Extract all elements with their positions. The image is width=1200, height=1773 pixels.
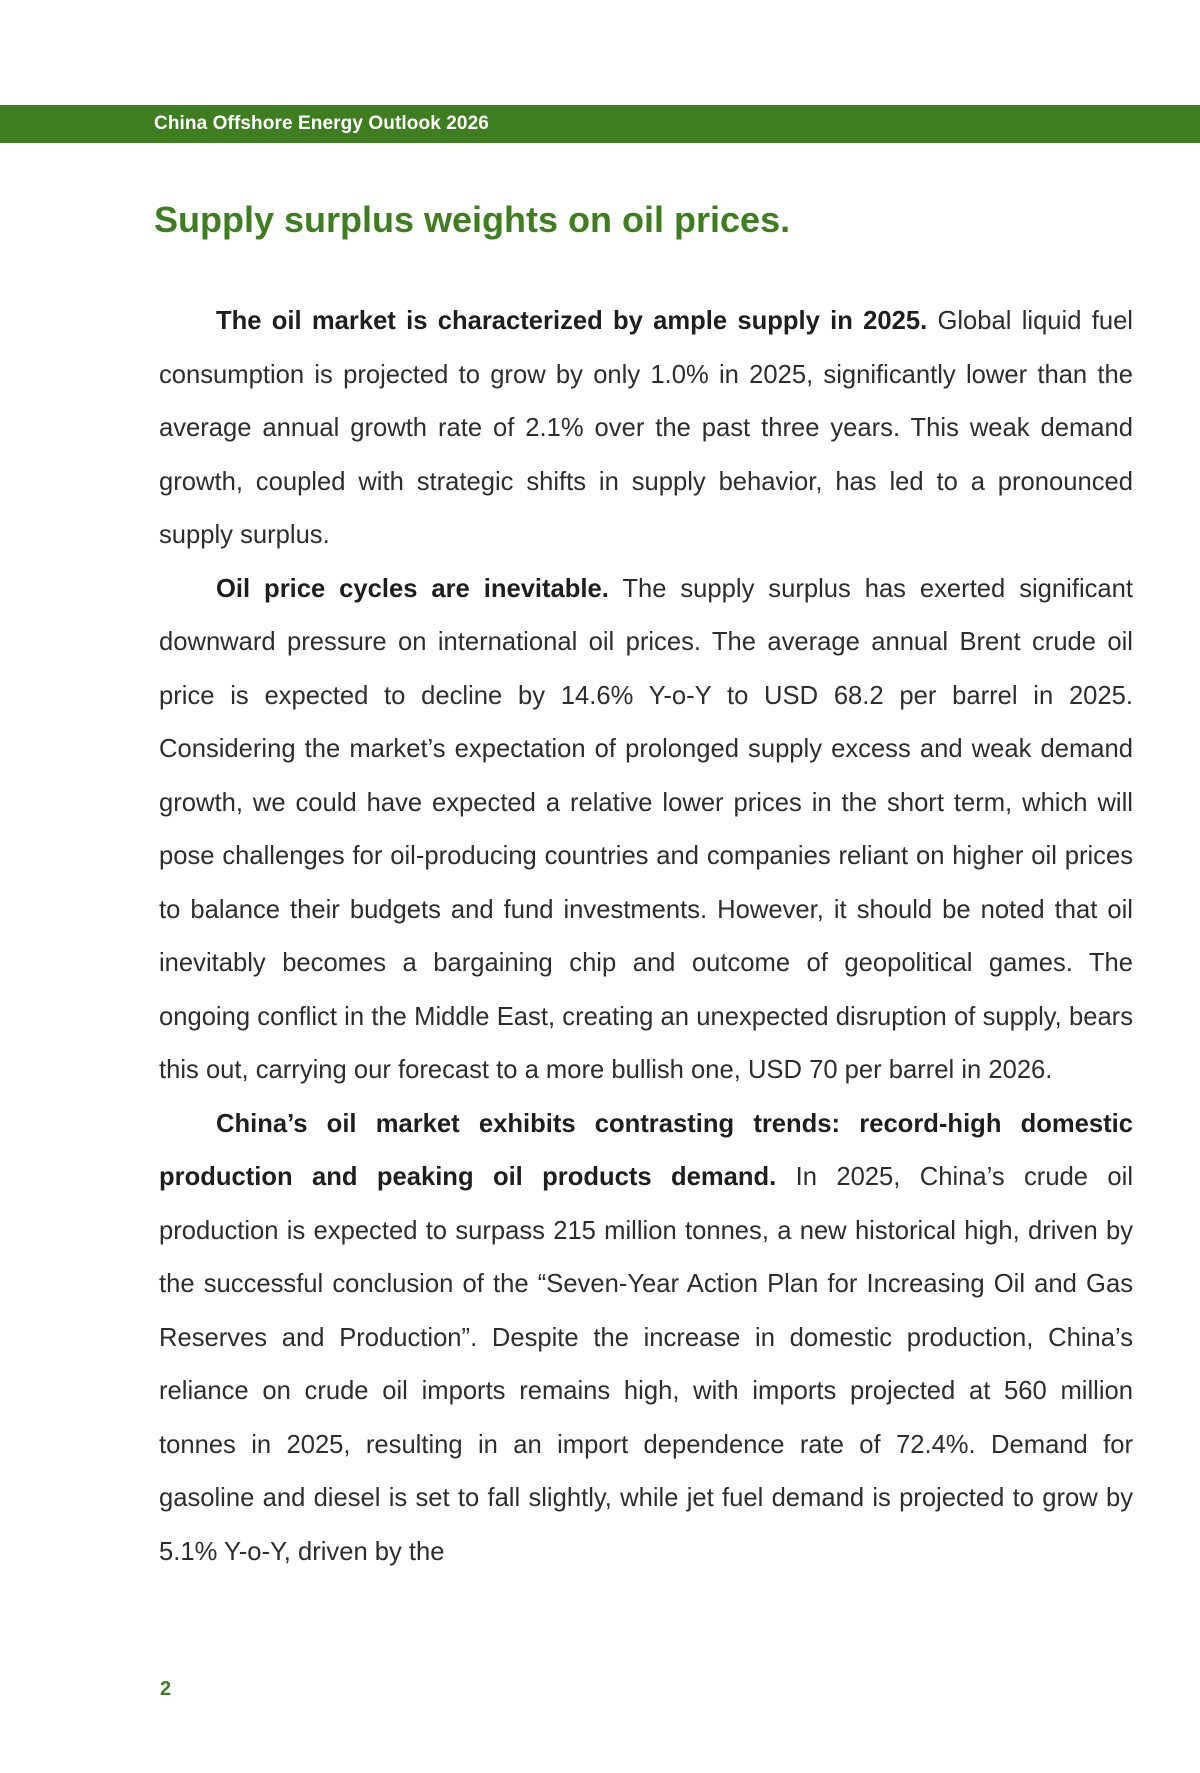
paragraph-lead: The oil market is characterized by ample supply in 2025.: [216, 307, 928, 335]
header-title: China Offshore Energy Outlook 2026: [154, 113, 489, 134]
paragraph-lead: Oil price cycles are inevitable.: [216, 574, 609, 603]
page-number: 2: [160, 1678, 172, 1700]
paragraph-china-market: [159, 1098, 1133, 1580]
paragraph-supply: [159, 295, 1133, 563]
header-bar: [0, 105, 1200, 143]
paragraph-text: Global liquid fuel consumption is projected to grow by only 1.0% in 2025, significantly lower than the average annual growth rate of 2.1% over the past three years. This weak demand growth, coupled with strategic shifts in supply behavior, has led to a pronounced supply surplus.: [159, 307, 1133, 549]
paragraph-text: In 2025, China’s crude oil production is expected to surpass 215 million tonnes, a new historical high, driven by the successful conclusion of the “Seven-Year Action Plan for Increasing Oil and Gas Reserves and Production”. Despite the increase in domestic production, China’s reliance on crude oil imports remains high, with imports projected at 560 million tonnes in 2025, resulting in an import dependence rate of 72.4%. Demand for gasoline and diesel is set to fall slightly, while jet fuel demand is projected to grow by 5.1% Y-o-Y, driven by the: [159, 1163, 1134, 1566]
body-text: [159, 295, 1133, 1579]
paragraph-text: The supply surplus has exerted significant downward pressure on international oil prices. The average annual Brent crude oil price is expected to decline by 14.6% Y-o-Y to USD 68.2 per barrel in 2025. Considering the market’s expectation of prolonged supply excess and weak demand growth, we could have expected a relative lower prices in the short term, which will pose challenges for oil-producing countries and companies reliant on higher oil prices to balance their budgets and fund investments. However, it should be noted that oil inevitably becomes a bargaining chip and outcome of geopolitical games. The ongoing conflict in the Middle East, creating an unexpected disruption of supply, bears this out, carrying our forecast to a more bullish one, USD 70 per barrel in 2026.: [159, 574, 1134, 1084]
paragraph-lead: China’s oil market exhibits contrasting trends: record-high domestic production and peaking oil products demand.: [159, 1109, 1133, 1191]
paragraph-price-cycles: [159, 563, 1133, 1098]
page-title: Supply surplus weights on oil prices.: [154, 199, 791, 240]
